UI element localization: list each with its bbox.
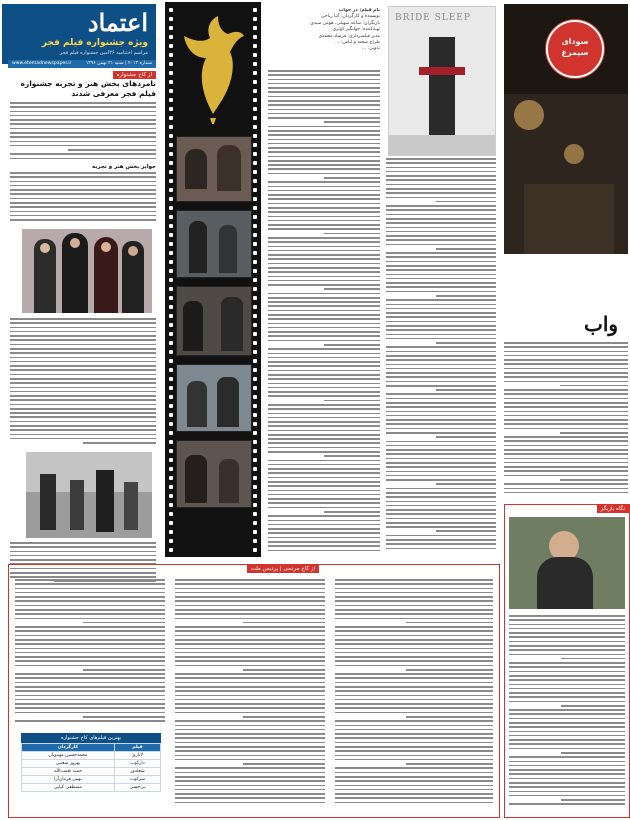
film-sprocket <box>169 386 173 390</box>
photo-bw-scene <box>26 452 152 538</box>
table-row <box>22 752 161 760</box>
credit-line: مدیر فیلمبرداری: فرشاد محمدی <box>318 33 380 39</box>
film-sprocket <box>169 494 173 498</box>
film-sprocket <box>253 89 257 93</box>
film-sprocket <box>169 53 173 57</box>
table-row <box>22 768 161 776</box>
film-sprocket <box>253 242 257 246</box>
film-sprocket <box>253 179 257 183</box>
film-sprocket <box>169 287 173 291</box>
credit-line: تهیه‌کننده: جهانگیر کوثری <box>332 27 380 33</box>
film-sprocket <box>253 206 257 210</box>
bottom-tag: از کاخ مردمی | پردیس ملت <box>247 565 319 573</box>
left-subhead: جوایز بخش هنر و تجربه <box>92 164 156 170</box>
poster-title: BRIDE SLEEP <box>395 13 471 23</box>
film-sprocket <box>253 161 257 165</box>
bottom-box <box>8 564 500 818</box>
badge-circle <box>546 20 604 78</box>
table-header: کارگردان <box>22 744 115 752</box>
film-sprocket <box>169 161 173 165</box>
masthead <box>8 4 156 60</box>
film-sprocket <box>169 521 173 525</box>
film-sprocket <box>169 350 173 354</box>
film-sprocket <box>253 260 257 264</box>
dateline-strip <box>8 60 156 68</box>
table-row <box>22 760 161 768</box>
film-sprocket <box>169 17 173 21</box>
film-sprocket <box>169 98 173 102</box>
center-col-a <box>268 70 380 556</box>
film-sprocket <box>169 422 173 426</box>
film-sprocket <box>253 278 257 282</box>
film-sprocket <box>253 404 257 408</box>
film-sprocket <box>253 449 257 453</box>
right-headline: واب <box>584 312 619 336</box>
winners-table-title: بهترین فیلم‌های کاخ جشنواره <box>21 733 161 743</box>
section-tag: از کاخ جشنواره <box>113 71 156 79</box>
film-sprocket <box>169 539 173 543</box>
film-sprocket <box>169 62 173 66</box>
film-sprocket <box>253 44 257 48</box>
table-cell: سرکوب <box>114 776 160 784</box>
film-sprocket <box>253 494 257 498</box>
table-cell: محمدحسین مهدویان <box>22 752 115 760</box>
film-sprocket <box>169 413 173 417</box>
film-sprocket <box>253 170 257 174</box>
film-sprocket <box>253 485 257 489</box>
film-sprocket <box>169 314 173 318</box>
film-sprocket <box>253 134 257 138</box>
film-frame-4 <box>176 364 252 432</box>
masthead-logo: اعتماد <box>87 8 148 37</box>
film-sprocket <box>253 422 257 426</box>
film-sprocket <box>169 467 173 471</box>
film-sprocket <box>253 125 257 129</box>
film-sprocket <box>253 233 257 237</box>
left-body-1 <box>10 102 156 162</box>
film-sprocket <box>253 458 257 462</box>
bottom-col-2 <box>175 579 325 809</box>
table-cell: دارکوب <box>114 760 160 768</box>
film-sprocket <box>253 215 257 219</box>
film-sprocket <box>169 458 173 462</box>
table-cell: حمید نعمت‌الله <box>22 768 115 776</box>
film-sprocket <box>169 224 173 228</box>
film-sprocket <box>169 260 173 264</box>
film-sprocket <box>169 359 173 363</box>
film-sprocket <box>169 116 173 120</box>
film-sprocket <box>169 152 173 156</box>
film-sprocket <box>169 368 173 372</box>
film-sprocket <box>169 206 173 210</box>
film-sprocket <box>169 395 173 399</box>
film-sprocket <box>253 395 257 399</box>
masthead-side <box>2 4 8 64</box>
film-sprocket <box>253 521 257 525</box>
right-col-text <box>504 342 628 498</box>
film-sprocket <box>169 143 173 147</box>
film-sprocket <box>253 224 257 228</box>
film-sprocket <box>169 404 173 408</box>
film-sprocket <box>253 359 257 363</box>
table-cell: بهمن فرمان‌آرا <box>22 776 115 784</box>
film-sprocket <box>169 44 173 48</box>
film-sprocket <box>169 503 173 507</box>
film-sprocket <box>253 17 257 21</box>
film-sprocket <box>169 440 173 444</box>
film-sprocket <box>169 242 173 246</box>
film-sprocket <box>169 449 173 453</box>
film-sprocket <box>169 476 173 480</box>
film-sprocket <box>169 8 173 12</box>
credit-line: طراح صحنه و لباس: ... <box>335 40 380 46</box>
film-sprocket <box>169 332 173 336</box>
film-sprocket <box>253 287 257 291</box>
film-sprocket <box>169 125 173 129</box>
film-sprocket <box>253 305 257 309</box>
film-sprocket <box>253 530 257 534</box>
film-sprocket <box>253 251 257 255</box>
table-cell: شعله‌ور <box>114 768 160 776</box>
film-sprocket <box>169 134 173 138</box>
left-headline: نامزدهای بخش هنر و تجربه جشنواره فیلم فجر معرفی شدند <box>20 79 156 98</box>
credit-line: تدوین: ... <box>361 46 380 52</box>
film-sprocket <box>253 152 257 156</box>
film-sprocket <box>253 368 257 372</box>
film-sprocket <box>253 467 257 471</box>
film-sprocket <box>253 269 257 273</box>
film-sprocket <box>169 71 173 75</box>
film-sprocket <box>169 197 173 201</box>
credit-line: بازیگران: ساعد سهیلی، هومن سیدی <box>310 20 380 26</box>
bottom-col-1 <box>15 579 165 729</box>
film-sprocket <box>253 440 257 444</box>
film-sprocket <box>253 35 257 39</box>
credit-line: نویسنده و کارگردان: آتنا ریاحی <box>321 14 380 20</box>
film-sprocket <box>253 296 257 300</box>
actor-box-text <box>509 615 625 811</box>
film-sprocket <box>169 431 173 435</box>
film-sprocket <box>169 296 173 300</box>
film-sprocket <box>253 143 257 147</box>
left-body-2 <box>10 172 156 226</box>
table-row <box>22 776 161 784</box>
photo-actor <box>509 517 625 609</box>
left-body-3 <box>10 318 156 450</box>
film-sprocket <box>253 548 257 552</box>
film-sprocket <box>253 377 257 381</box>
film-sprocket <box>253 476 257 480</box>
film-sprocket <box>169 485 173 489</box>
film-frame-5 <box>176 440 252 508</box>
film-sprocket <box>169 35 173 39</box>
masthead-tagline: ویژه جشنواره فیلم فجر <box>41 38 148 48</box>
film-sprocket <box>253 314 257 318</box>
film-sprocket <box>169 512 173 516</box>
film-sprocket <box>169 107 173 111</box>
film-sprocket <box>253 413 257 417</box>
table-cell: بی‌حسی <box>114 784 160 792</box>
table-cell: مصطفی کیایی <box>22 784 115 792</box>
film-sprocket <box>253 80 257 84</box>
film-frame-2 <box>176 210 252 278</box>
film-sprocket <box>169 323 173 327</box>
center-col-b <box>386 158 496 556</box>
film-poster <box>388 6 496 156</box>
table-row <box>22 784 161 792</box>
film-sprocket <box>169 251 173 255</box>
film-sprocket <box>169 80 173 84</box>
actor-tag: نگاه بازیگر <box>597 505 629 513</box>
film-sprocket <box>169 341 173 345</box>
film-sprocket <box>253 8 257 12</box>
winners-table <box>21 743 161 792</box>
table-header: فیلم <box>114 744 160 752</box>
film-sprocket <box>169 530 173 534</box>
film-credits <box>268 8 380 68</box>
film-sprocket <box>253 386 257 390</box>
film-frame-3 <box>176 286 252 356</box>
film-sprocket <box>253 116 257 120</box>
film-sprocket <box>253 332 257 336</box>
film-sprocket <box>169 548 173 552</box>
film-sprocket <box>253 71 257 75</box>
film-sprocket <box>253 512 257 516</box>
film-sprocket <box>169 215 173 219</box>
film-sprocket <box>169 305 173 309</box>
film-sprocket <box>169 170 173 174</box>
film-sprocket <box>253 323 257 327</box>
film-sprocket <box>169 179 173 183</box>
photo-women <box>22 229 152 313</box>
film-sprocket <box>169 269 173 273</box>
masthead-sub: مراسم اختتامیه ۳۶امین جشنواره فیلم فجر <box>59 50 148 56</box>
film-sprocket <box>253 98 257 102</box>
film-sprocket <box>169 26 173 30</box>
film-sprocket <box>253 62 257 66</box>
bottom-col-3 <box>335 579 493 809</box>
dateline: شماره ۴۰۱۳ | شنبه ۲۱ بهمن ۱۳۹۶ <box>85 61 152 66</box>
badge-text: سودای سیمرغ <box>561 37 589 57</box>
film-sprocket <box>253 350 257 354</box>
film-sprocket <box>169 233 173 237</box>
table-cell: بهروز شعیبی <box>22 760 115 768</box>
film-sprocket <box>169 377 173 381</box>
film-sprocket <box>169 188 173 192</box>
film-sprocket <box>253 539 257 543</box>
actor-box <box>504 504 630 818</box>
film-sprocket <box>253 431 257 435</box>
table-cell: لاتاری <box>114 752 160 760</box>
film-sprocket <box>253 188 257 192</box>
simorgh-logo <box>180 14 246 124</box>
film-sprocket <box>253 107 257 111</box>
film-sprocket <box>169 278 173 282</box>
film-sprocket <box>253 197 257 201</box>
film-sprocket <box>253 53 257 57</box>
film-sprocket <box>253 26 257 30</box>
film-sprocket <box>253 503 257 507</box>
film-sprocket <box>169 89 173 93</box>
credit-line: نام فیلم: در خواب <box>338 8 380 13</box>
film-frame-1 <box>176 136 252 202</box>
film-sprocket <box>253 341 257 345</box>
winners-table-box <box>21 733 161 792</box>
site-link[interactable]: www.etemadnewspaper.ir <box>12 61 72 66</box>
